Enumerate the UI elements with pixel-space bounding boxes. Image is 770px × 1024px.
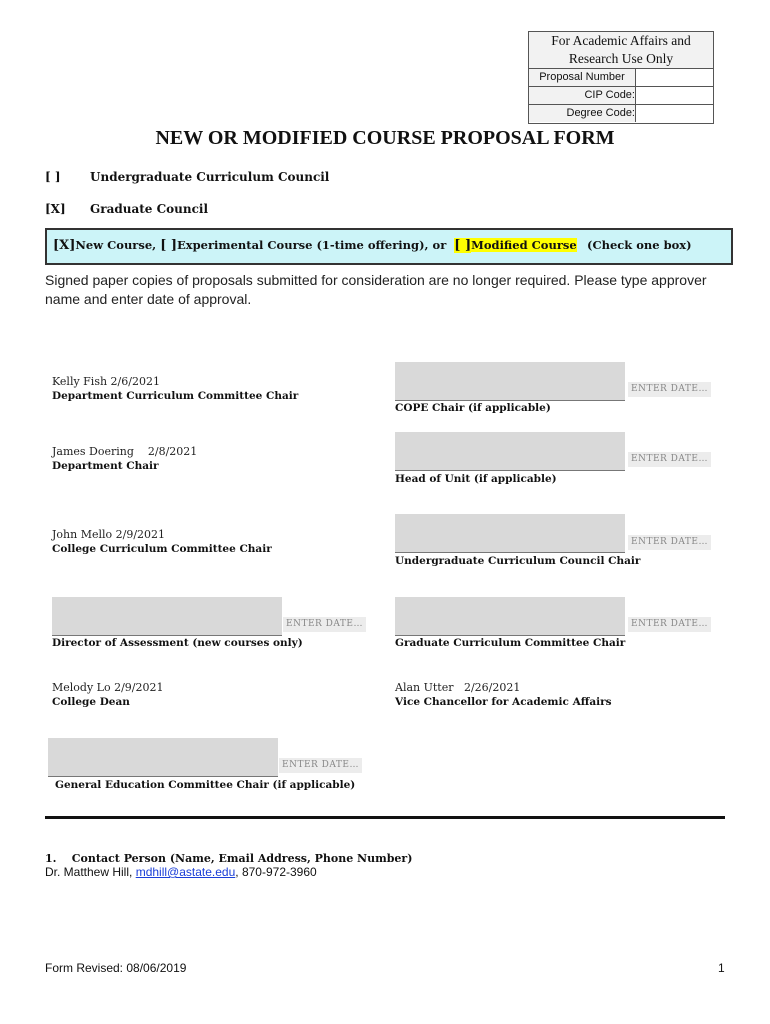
course-type-box — [45, 228, 733, 265]
academic-affairs-use-box — [528, 31, 714, 124]
contact-phone: , 870-972-3960 — [235, 865, 317, 879]
experimental-course-label: Experimental Course (1-time offering), — [177, 238, 429, 252]
ucc-signature-field[interactable] — [395, 514, 625, 553]
vc-role: Vice Chancellor for Academic Affairs — [395, 696, 612, 708]
contact-email-link[interactable]: mdhill@astate.edu — [135, 865, 236, 879]
section-divider — [45, 816, 725, 819]
proposal-number-label: Proposal Number — [529, 69, 635, 86]
check-one-hint: (Check one box) — [587, 238, 692, 252]
grad-committee-date-field[interactable]: ENTER DATE… — [628, 617, 711, 632]
new-course-label: New Course, — [75, 238, 157, 252]
ucc-checkbox[interactable]: [ ] — [45, 170, 61, 184]
grad-committee-signature-field[interactable] — [395, 597, 625, 636]
grad-committee-role: Graduate Curriculum Committee Chair — [395, 637, 626, 649]
vc-approver[interactable]: Alan Utter 2/26/2021 — [395, 681, 521, 694]
experimental-course-checkbox[interactable]: [ ] — [160, 238, 178, 253]
ucc-label: Undergraduate Curriculum Council — [90, 170, 330, 184]
dept-committee-approver[interactable]: Kelly Fish 2/6/2021 — [52, 375, 160, 388]
cope-role: COPE Chair (if applicable) — [395, 402, 551, 414]
cip-code-label: CIP Code: — [529, 87, 635, 104]
form-title: NEW OR MODIFIED COURSE PROPOSAL FORM — [155, 127, 615, 149]
dept-chair-approver[interactable]: James Doering 2/8/2021 — [52, 445, 198, 458]
ucc-date-field[interactable]: ENTER DATE… — [628, 535, 711, 550]
graduate-council-checkbox[interactable]: [X] — [45, 202, 66, 216]
gen-ed-signature-field[interactable] — [48, 738, 278, 777]
dept-committee-role: Department Curriculum Committee Chair — [52, 390, 299, 402]
course-type-line — [53, 238, 577, 253]
cip-code-row — [529, 86, 713, 104]
modified-course-label: Modified Course — [471, 238, 577, 252]
form-revised-date: Form Revised: 08/06/2019 — [45, 961, 187, 975]
new-course-checkbox[interactable]: [X] — [53, 238, 76, 253]
college-committee-approver[interactable]: John Mello 2/9/2021 — [52, 528, 166, 541]
proposal-number-row — [529, 68, 713, 86]
head-unit-date-field[interactable]: ENTER DATE… — [628, 452, 711, 467]
college-committee-role: College Curriculum Committee Chair — [52, 543, 272, 555]
contact-name: Dr. Matthew Hill, — [45, 865, 133, 879]
or-text: or — [432, 238, 447, 252]
degree-code-row — [529, 104, 713, 123]
proposal-number-field[interactable] — [635, 69, 714, 86]
use-box-title: For Academic Affairs and Research Use Only — [529, 32, 713, 68]
intro-text: Signed paper copies of proposals submitted for consideration are no longer required. Please type approver name and enter date of approval. — [45, 272, 707, 307]
contact-heading: 1. Contact Person (Name, Email Address, Phone Number) — [45, 852, 413, 865]
assessment-date-field[interactable]: ENTER DATE… — [283, 617, 366, 632]
assessment-role: Director of Assessment (new courses only) — [52, 637, 303, 649]
cip-code-field[interactable] — [635, 87, 714, 104]
cope-date-field[interactable]: ENTER DATE… — [628, 382, 711, 397]
cope-signature-field[interactable] — [395, 362, 625, 401]
dean-role: College Dean — [52, 696, 130, 708]
page-number: 1 — [718, 961, 725, 975]
gen-ed-role: General Education Committee Chair (if applicable) — [55, 779, 356, 791]
assessment-signature-field[interactable] — [52, 597, 282, 636]
graduate-council-label: Graduate Council — [90, 202, 209, 216]
dept-chair-role: Department Chair — [52, 460, 159, 472]
modified-course-checkbox[interactable]: [ ] — [454, 238, 472, 253]
degree-code-field[interactable] — [635, 105, 714, 122]
contact-line — [45, 865, 317, 879]
ucc-role: Undergraduate Curriculum Council Chair — [395, 555, 641, 567]
head-unit-role: Head of Unit (if applicable) — [395, 473, 557, 485]
dean-approver[interactable]: Melody Lo 2/9/2021 — [52, 681, 164, 694]
head-unit-signature-field[interactable] — [395, 432, 625, 471]
gen-ed-date-field[interactable]: ENTER DATE… — [279, 758, 362, 773]
degree-code-label: Degree Code: — [529, 105, 635, 122]
